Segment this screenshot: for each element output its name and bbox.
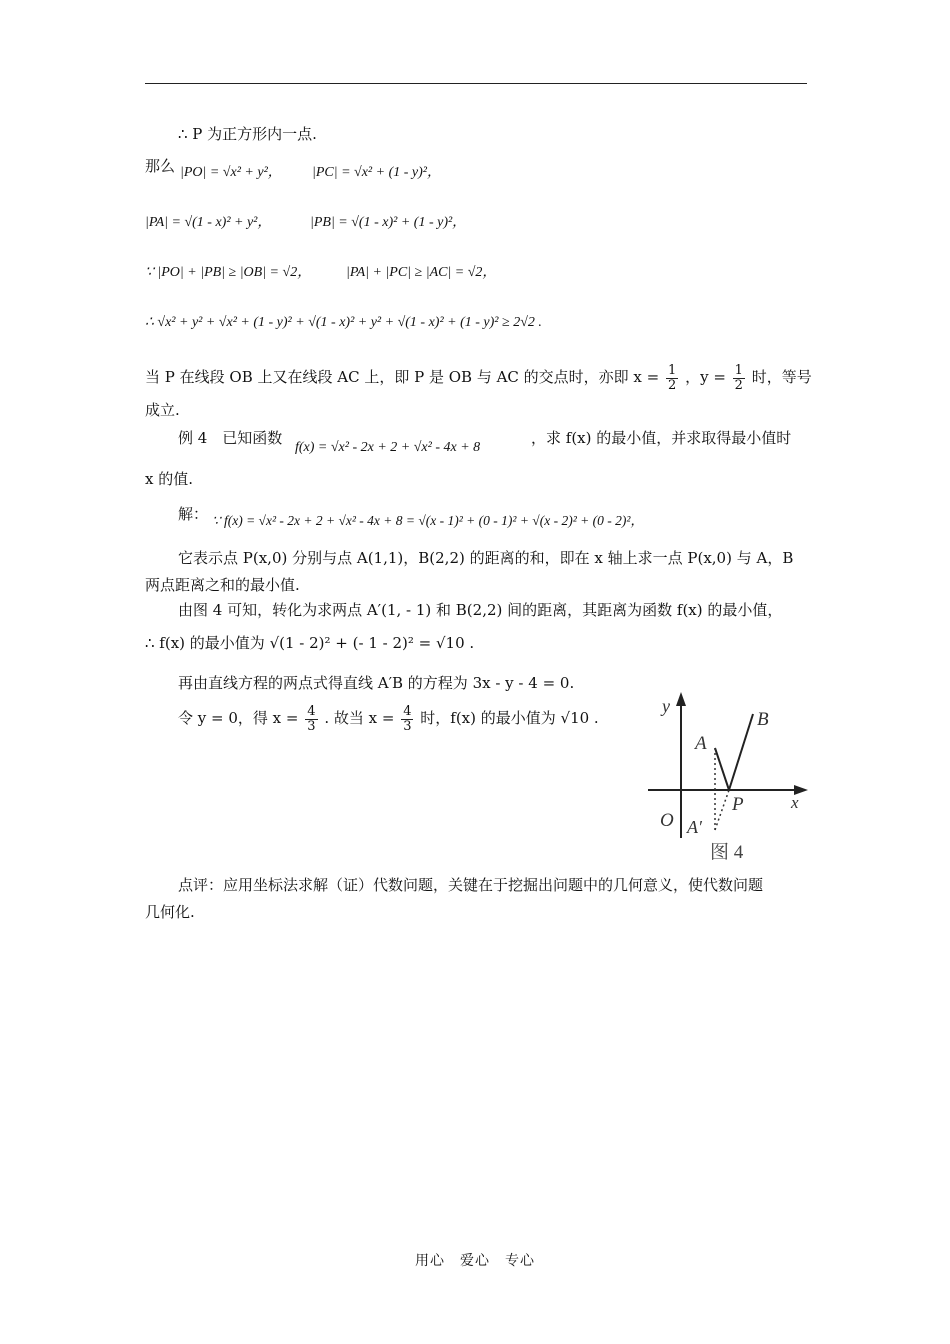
y-axis-arrow [676,692,686,706]
math-formula: |PA| = √(1 - x)² + y²， [145,215,272,230]
fraction-numerator: 4 [307,704,316,719]
math-formula: ∵ f(x) = √x² - 2x + 2 + √x² - 4x + 8 = √(x - 1)² + (0 - 1)² + √(x - 2)² + (0 - 2)²， [212,513,644,528]
text-segment: 令 y = 0，得 x = [178,709,299,728]
text-line: 几何化. [145,903,195,921]
text-line [178,705,599,733]
header-rule [145,83,807,84]
text-line: 点评：应用坐标法求解（证）代数问题，关键在于挖掘出问题中的几何意义，使代数问题 [178,876,764,894]
figure-caption: 图 4 [710,842,744,863]
fraction-denominator: 3 [403,718,412,734]
text-segment: 时，等号 [751,368,812,387]
fraction-denominator: 2 [734,377,743,393]
text-line: ，求 f(x) 的最小值，并求取得最小值时 [531,429,792,447]
fraction [401,705,413,733]
text-segment: ，y = [685,368,726,387]
fraction-numerator: 1 [734,363,743,378]
math-formula: f(x) = √x² - 2x + 2 + √x² - 4x + 8 [295,440,481,455]
text-line: 它表示点 P(x,0) 分别与点 A(1,1)，B(2,2) 的距离的和，即在 x 轴上求一点 P(x,0) 与 A，B [178,549,794,567]
text-segment: 当 P 在线段 OB 上又在线段 AC 上，即 P 是 OB 与 AC 的交点时，亦即 x = [145,368,660,387]
math-formula: |PB| = √(1 - x)² + (1 - y)²， [310,215,467,230]
segment-PB [729,714,753,790]
math-formula: |PO| = √x² + y²， [180,165,282,180]
label-O: O [660,810,674,831]
text-line: 由图 4 可知，转化为求两点 A′(1, - 1) 和 B(2,2) 间的距离，其距离为函数 f(x) 的最小值， [178,601,783,619]
text-segment: . 故当 x = [324,709,395,728]
fraction [666,364,678,392]
label-x: x [791,793,799,812]
text-line: ∴ P 为正方形内一点. [178,125,317,143]
text-line: 解： [178,505,209,523]
text-line: 成立. [145,401,180,419]
math-formula: |PA| + |PC| ≥ |AC| = √2， [346,265,497,280]
text-line: 两点距离之和的最小值. [145,576,300,594]
text-segment: 时，f(x) 的最小值为 √10 . [420,709,599,728]
label-A-prime: A′ [687,817,702,837]
fraction [305,705,317,733]
text-line: x 的值. [145,470,193,488]
text-line: 再由直线方程的两点式得直线 A′B 的方程为 3x - y - 4 = 0. [178,674,575,692]
text-line [145,364,812,392]
text-line-prefix: 那么 [145,159,176,175]
fraction [733,364,745,392]
fraction-numerator: 4 [403,704,412,719]
dashed-A-prime-P [715,790,729,830]
math-formula: ∴ √x² + y² + √x² + (1 - y)² + √(1 - x)² + y² + √(1 - x)² + (1 - y)² ≥ 2√2 . [145,315,542,330]
fraction-numerator: 1 [668,363,677,378]
segment-AP [715,748,729,790]
label-A: A [695,733,707,754]
fraction-denominator: 3 [307,718,316,734]
label-P: P [732,794,744,815]
label-y: y [662,696,670,716]
text-line: ∴ f(x) 的最小值为 √(1 - 2)² + (- 1 - 2)² = √10 . [145,634,475,652]
math-formula: |PC| = √x² + (1 - y)²， [312,165,441,180]
page-footer: 用心 爱心 专心 [415,1253,535,1269]
figure-4 [640,690,820,870]
text-line: 例 4 已知函数 [178,429,283,447]
label-B: B [757,709,769,730]
math-formula: ∵ |PO| + |PB| ≥ |OB| = √2， [145,265,312,280]
fraction-denominator: 2 [668,377,677,393]
